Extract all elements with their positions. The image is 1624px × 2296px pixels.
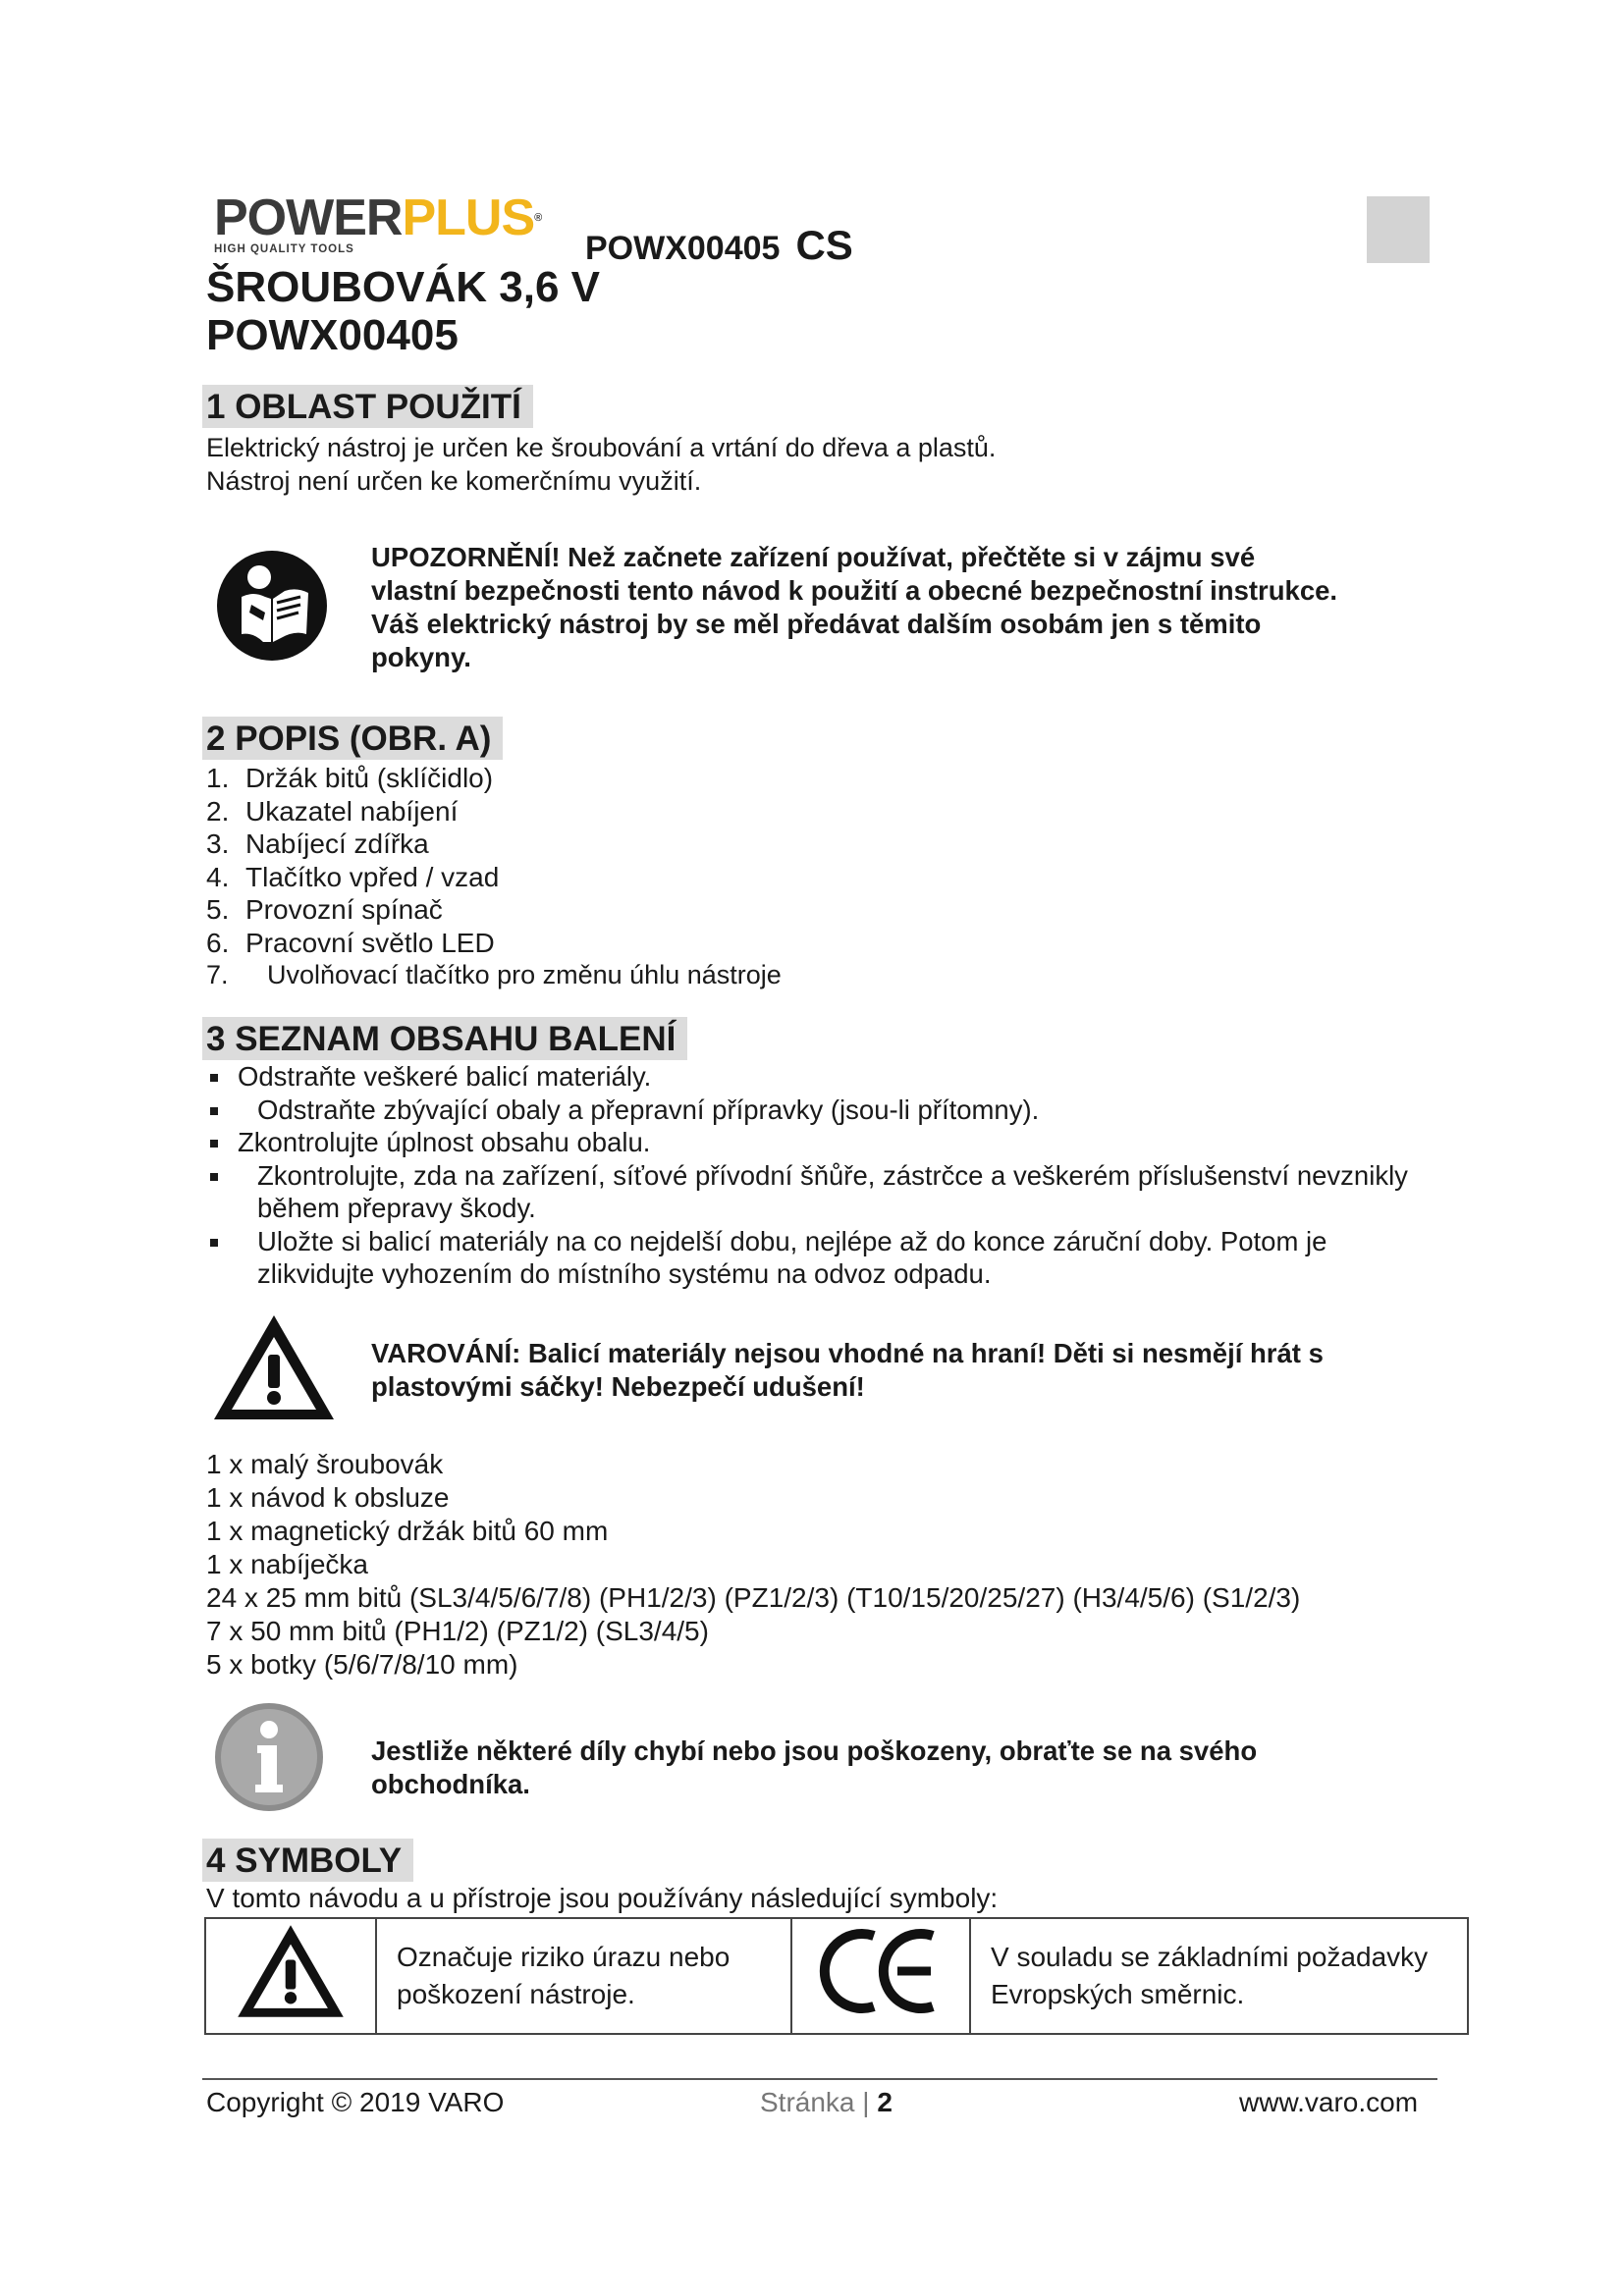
section-2-heading: 2 POPIS (OBR. A) [202,717,503,760]
footer-copyright: Copyright © 2019 VARO [206,2087,505,2117]
content-item: 1 x malý šroubovák [206,1449,444,1479]
content-item: 1 x magnetický držák bitů 60 mm [206,1516,609,1546]
list-item: 6. Pracovní světlo LED [206,927,495,958]
symbol-description: Označuje riziko úrazu nebo poškození nástroje. [376,1918,791,2034]
list-item: 4. Tlačítko vpřed / vzad [206,861,500,892]
read-manual-icon [214,548,330,664]
info-line: Jestliže některé díly chybí nebo jsou poškozeny, obraťte se na svého [371,1735,1258,1766]
symbol-cell [791,1918,970,2034]
section-1-line: Nástroj není určen ke komerčnímu využití. [206,466,702,496]
description-list [206,762,782,992]
section-1-warning [371,541,1441,674]
title-line-2: POWX00405 [206,311,459,359]
warning-line: UPOZORNĚNÍ! Než začnete zařízení používat, přečtěte si v zájmu své [371,542,1256,572]
list-item: 2. Ukazatel nabíjení [206,795,459,827]
packing-bullets [206,1060,1443,1291]
symbol-description: V souladu se základními požadavky Evropských směrnic. [970,1918,1468,2034]
list-item: 5. Provozní spínač [206,894,443,925]
section-4-intro: V tomto návodu a u přístroje jsou používány následující symboly: [206,1883,999,1913]
symbols-table [204,1917,1469,2035]
footer-page-label: Stránka | [760,2087,870,2117]
bullet-item: Zkontrolujte, zda na zařízení, síťové přívodní šňůře, zástrčce a veškerém příslušenství nevznikly během přepravy škody. [206,1159,1443,1225]
content-item: 5 x botky (5/6/7/8/10 mm) [206,1649,518,1680]
info-line: obchodníka. [371,1769,530,1799]
content-item: 24 x 25 mm bitů (SL3/4/5/6/7/8) (PH1/2/3) (PZ1/2/3) (T10/15/20/25/27) (H3/4/5/6) (S1/2/3) [206,1582,1301,1613]
section-3-heading: 3 SEZNAM OBSAHU BALENÍ [202,1017,687,1060]
header-model-code: POWX00405 [585,230,781,267]
bullet-item: Zkontrolujte úplnost obsahu obalu. [206,1126,1443,1159]
logo-tagline: HIGH QUALITY TOOLS [214,243,354,255]
list-item: 1. Držák bitů (sklíčidlo) [206,763,494,793]
footer-page [760,2087,893,2118]
logo-registered-mark: ® [534,212,542,224]
section-3-warning [371,1337,1441,1404]
title-line-1: ŠROUBOVÁK 3,6 V [206,263,600,311]
section-1-heading: 1 OBLAST POUŽITÍ [202,385,533,428]
warning-triangle-icon [232,1920,350,2022]
info-icon [212,1700,326,1814]
section-4-heading: 4 SYMBOLY [202,1839,413,1882]
warning-line: VAROVÁNÍ: Balicí materiály nejsou vhodné na hraní! Děti si nesmějí hrát s [371,1338,1324,1368]
content-item: 1 x návod k obsluze [206,1482,450,1513]
header-language: CS [795,222,853,268]
list-item: 3. Nabíjecí zdířka [206,828,429,859]
list-item: 7. Uvolňovací tlačítko pro změnu úhlu nástroje [206,960,782,989]
powerplus-logo [214,189,562,257]
section-1-line: Elektrický nástroj je určen ke šroubování a vrtání do dřeva a plastů. [206,433,997,462]
section-1-text [206,431,996,498]
footer-divider [202,2078,1437,2080]
logo-power-text: POWER [214,189,403,246]
warning-line: pokyny. [371,642,471,672]
header-model [585,222,853,269]
content-item: 1 x nabíječka [206,1549,368,1579]
content-item: 7 x 50 mm bitů (PH1/2) (PZ1/2) (SL3/4/5) [206,1616,709,1646]
package-contents [206,1448,1300,1682]
footer-page-number: 2 [877,2087,893,2117]
warning-line: Váš elektrický nástroj by se měl předávat dalším osobám jen s těmito [371,609,1262,639]
page-marker-box [1367,196,1430,263]
warning-line: vlastní bezpečnosti tento návod k použití a obecné bezpečnostní instrukce. [371,575,1338,606]
warning-line: plastovými sáčky! Nebezpečí udušení! [371,1371,865,1402]
info-note [371,1735,1441,1801]
bullet-item: Odstraňte zbývající obaly a přepravní přípravky (jsou-li přítomny). [206,1094,1443,1127]
bullet-item: Odstraňte veškeré balicí materiály. [206,1060,1443,1094]
logo-plus-text: PLUS [402,189,535,246]
bullet-item: Uložte si balicí materiály na co nejdelší dobu, nejlépe až do konce záruční doby. Potom je zlikvidujte vyhozením do místního systému na odvoz odpadu. [206,1225,1443,1291]
warning-triangle-icon [208,1309,340,1425]
footer-website: www.varo.com [1239,2087,1419,2117]
table-row [205,1918,1468,2034]
symbol-cell [205,1918,376,2034]
ce-mark-icon [817,1922,945,2020]
page-title [206,263,600,359]
